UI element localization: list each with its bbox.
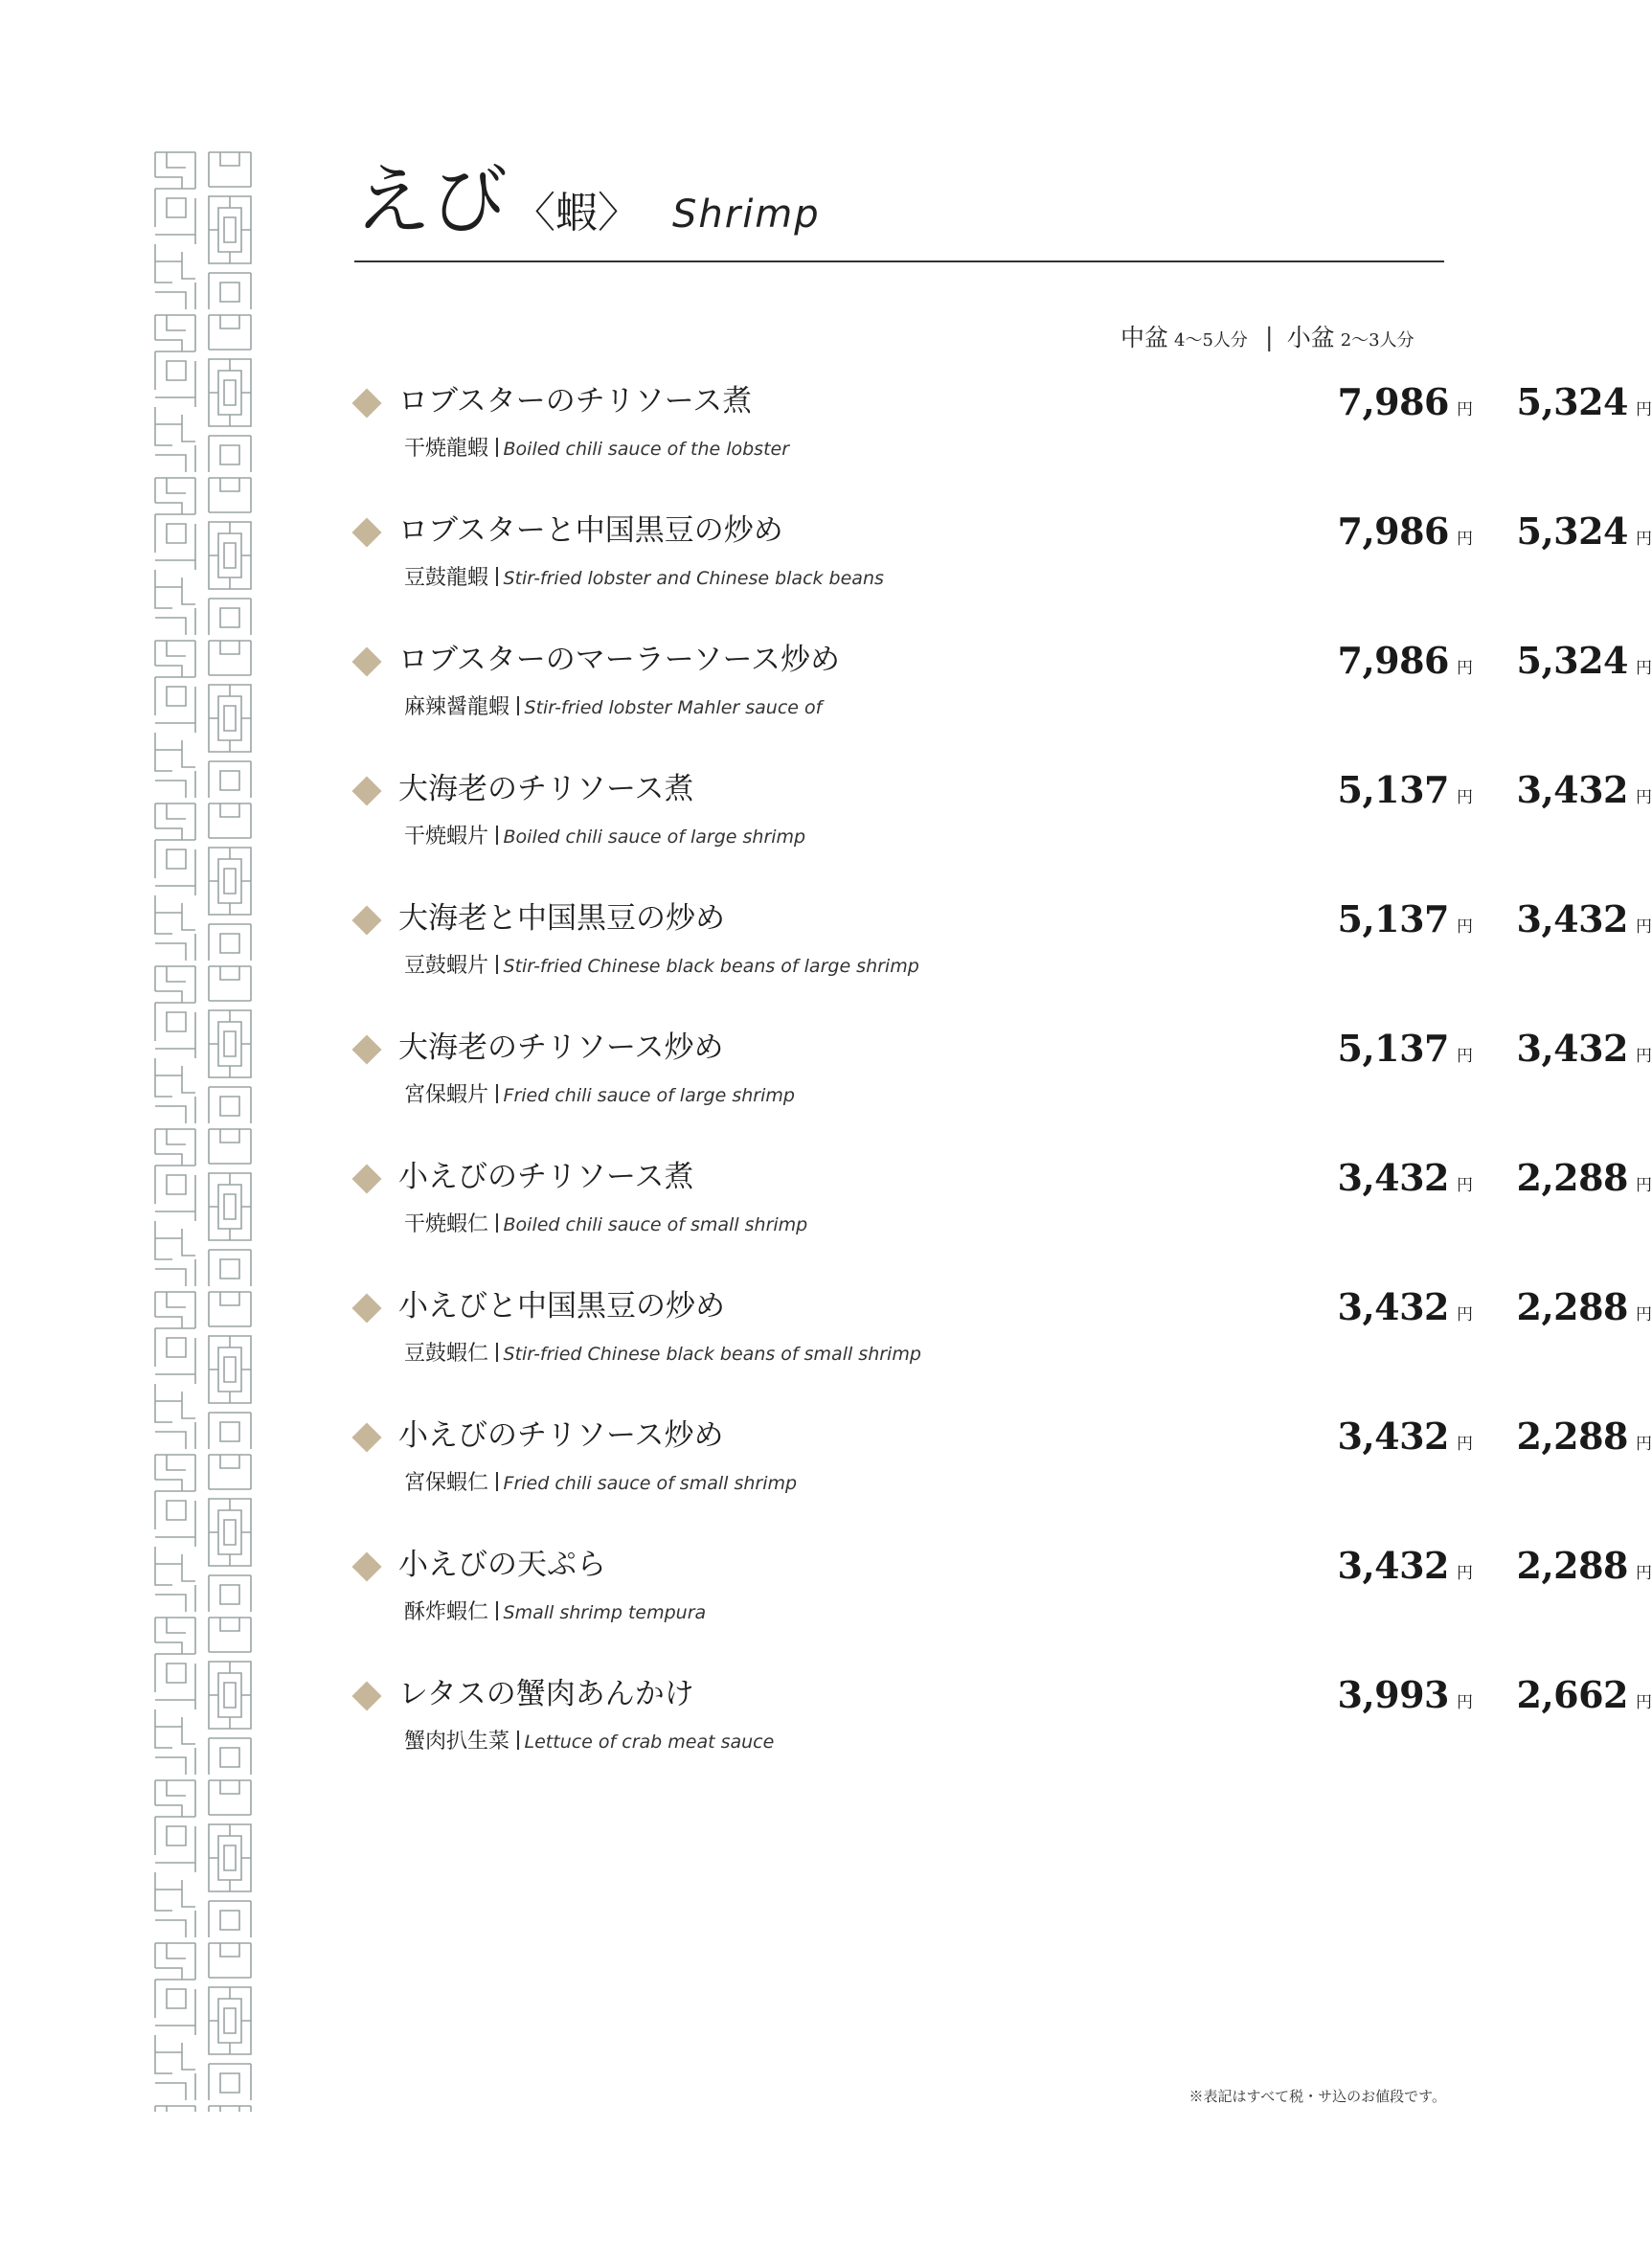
- title-divider: [354, 260, 1444, 262]
- price-small: [1518, 381, 1652, 423]
- dish-name-japanese: 大海老のチリソース煮: [398, 772, 694, 806]
- diamond-bullet-icon: [351, 388, 381, 418]
- small-size-people: 2〜3人分: [1340, 330, 1414, 351]
- price-medium: [1339, 1415, 1473, 1458]
- menu-item: [354, 1285, 1652, 1415]
- yen-unit: 円: [1636, 1176, 1652, 1195]
- yen-unit: 円: [1636, 1435, 1652, 1454]
- subtitle-separator: [496, 1343, 498, 1362]
- yen-unit: 円: [1457, 400, 1473, 419]
- price-medium-value: 7,986: [1337, 380, 1449, 423]
- subtitle-separator: [496, 567, 498, 586]
- menu-item: [354, 639, 1652, 769]
- price-small-value: 2,662: [1516, 1673, 1628, 1716]
- dish-name-english: Stir-fried lobster Mahler sauce of: [524, 697, 823, 718]
- price-medium-value: 5,137: [1337, 768, 1449, 811]
- dish-subtitle: [404, 693, 822, 723]
- yen-unit: 円: [1457, 1305, 1473, 1324]
- price-medium: [1339, 1157, 1473, 1199]
- dish-name-chinese: 酥炸蝦仁: [404, 1600, 489, 1624]
- tax-footnote: ※表記はすべて税・サ込のお値段です。: [1188, 2088, 1446, 2105]
- dish-subtitle: [404, 1340, 921, 1370]
- small-size-label: 小盆: [1286, 324, 1335, 351]
- yen-unit: 円: [1636, 530, 1652, 549]
- diamond-bullet-icon: [351, 1681, 381, 1710]
- price-medium: [1339, 1674, 1473, 1716]
- section-header: [354, 156, 1444, 254]
- yen-unit: 円: [1457, 530, 1473, 549]
- diamond-bullet-icon: [351, 1293, 381, 1323]
- price-small: [1518, 1028, 1652, 1070]
- subtitle-separator: [496, 1084, 498, 1103]
- dish-name-chinese: 干焼蝦仁: [404, 1212, 489, 1236]
- price-medium: [1339, 1286, 1473, 1328]
- subtitle-separator: [517, 1731, 519, 1750]
- price-medium: [1339, 769, 1473, 811]
- dish-name-chinese: 干焼蝦片: [404, 825, 489, 849]
- dish-subtitle: [404, 1598, 706, 1628]
- title-english: Shrimp: [672, 192, 821, 237]
- yen-unit: 円: [1457, 1564, 1473, 1583]
- menu-item: [354, 509, 1652, 640]
- price-small-value: 5,324: [1516, 639, 1628, 682]
- dish-name-chinese: 豆鼓蝦片: [404, 954, 489, 978]
- portion-size-header: [1120, 319, 1446, 353]
- diamond-bullet-icon: [351, 517, 381, 547]
- dish-name-japanese: 大海老のチリソース炒め: [398, 1030, 724, 1065]
- dish-name-chinese: 豆鼓龍蝦: [404, 566, 489, 590]
- price-small: [1518, 1415, 1652, 1458]
- size-divider: |: [1264, 324, 1274, 352]
- price-medium-value: 3,432: [1337, 1544, 1449, 1587]
- subtitle-separator: [496, 1213, 498, 1233]
- price-small: [1518, 1674, 1652, 1716]
- price-small: [1518, 640, 1652, 682]
- dish-name-chinese: 麻辣醤龍蝦: [404, 695, 510, 719]
- subtitle-separator: [517, 696, 519, 715]
- diamond-bullet-icon: [351, 1551, 381, 1581]
- price-medium-value: 7,986: [1337, 509, 1449, 553]
- price-medium-value: 5,137: [1337, 897, 1449, 940]
- price-small-value: 3,432: [1516, 768, 1628, 811]
- yen-unit: 円: [1636, 1047, 1652, 1066]
- medium-size-label: 中盆: [1120, 324, 1169, 351]
- dish-subtitle: [404, 564, 884, 594]
- yen-unit: 円: [1457, 1435, 1473, 1454]
- price-small-value: 2,288: [1516, 1156, 1628, 1199]
- dish-name-chinese: 豆鼓蝦仁: [404, 1342, 489, 1366]
- price-small-value: 5,324: [1516, 380, 1628, 423]
- menu-item: [354, 897, 1652, 1028]
- dish-name-english: Stir-fried Chinese black beans of large shrimp: [503, 956, 919, 977]
- diamond-bullet-icon: [351, 1034, 381, 1064]
- dish-name-japanese: 小えびのチリソース煮: [398, 1160, 694, 1194]
- yen-unit: 円: [1457, 659, 1473, 678]
- dish-name-chinese: 宮保蝦片: [404, 1083, 489, 1107]
- title-kana: えび: [354, 156, 508, 245]
- menu-list: [354, 380, 1652, 1803]
- price-medium: [1339, 898, 1473, 940]
- price-medium: [1339, 1545, 1473, 1587]
- dish-name-english: Small shrimp tempura: [503, 1602, 707, 1623]
- dish-subtitle: [404, 435, 789, 464]
- dish-name-english: Boiled chili sauce of small shrimp: [503, 1214, 808, 1235]
- dish-name-japanese: レタスの蟹肉あんかけ: [398, 1677, 694, 1711]
- decorative-lattice-border: [153, 148, 253, 2112]
- price-small: [1518, 769, 1652, 811]
- price-small-value: 3,432: [1516, 1027, 1628, 1070]
- price-medium: [1339, 640, 1473, 682]
- dish-name-japanese: 小えびの天ぷら: [398, 1548, 606, 1582]
- menu-item: [354, 1156, 1652, 1286]
- diamond-bullet-icon: [351, 1422, 381, 1452]
- subtitle-separator: [496, 438, 498, 457]
- price-small: [1518, 898, 1652, 940]
- dish-name-chinese: 干焼龍蝦: [404, 437, 489, 461]
- title-kanji: 〈蝦〉: [513, 189, 640, 238]
- price-medium: [1339, 1028, 1473, 1070]
- diamond-bullet-icon: [351, 1164, 381, 1193]
- yen-unit: 円: [1457, 1176, 1473, 1195]
- dish-subtitle: [404, 1211, 807, 1240]
- menu-item: [354, 1544, 1652, 1674]
- price-medium-value: 3,432: [1337, 1285, 1449, 1328]
- dish-subtitle: [404, 1728, 774, 1757]
- dish-name-japanese: 小えびと中国黒豆の炒め: [398, 1289, 725, 1324]
- yen-unit: 円: [1636, 917, 1652, 937]
- dish-name-english: Stir-fried lobster and Chinese black beans: [503, 568, 884, 589]
- dish-name-english: Boiled chili sauce of large shrimp: [503, 826, 806, 848]
- price-medium-value: 3,993: [1337, 1673, 1449, 1716]
- dish-name-japanese: ロブスターのチリソース煮: [398, 384, 753, 419]
- dish-name-english: Fried chili sauce of small shrimp: [503, 1473, 798, 1494]
- subtitle-separator: [496, 955, 498, 974]
- price-medium-value: 3,432: [1337, 1415, 1449, 1458]
- yen-unit: 円: [1457, 917, 1473, 937]
- price-medium: [1339, 510, 1473, 553]
- yen-unit: 円: [1457, 788, 1473, 807]
- dish-name-english: Boiled chili sauce of the lobster: [503, 439, 790, 460]
- page-title: [354, 156, 1444, 254]
- dish-subtitle: [404, 952, 919, 982]
- yen-unit: 円: [1636, 400, 1652, 419]
- yen-unit: 円: [1636, 1305, 1652, 1324]
- menu-item: [354, 1415, 1652, 1545]
- price-small-value: 2,288: [1516, 1285, 1628, 1328]
- subtitle-separator: [496, 1601, 498, 1620]
- dish-name-english: Lettuce of crab meat sauce: [524, 1732, 775, 1753]
- dish-name-chinese: 宮保蝦仁: [404, 1471, 489, 1495]
- price-small: [1518, 510, 1652, 553]
- price-medium: [1339, 381, 1473, 423]
- price-medium-value: 3,432: [1337, 1156, 1449, 1199]
- dish-name-english: Stir-fried Chinese black beans of small shrimp: [503, 1344, 921, 1365]
- dish-name-japanese: ロブスターのマーラーソース炒め: [398, 643, 840, 677]
- dish-subtitle: [404, 1081, 795, 1111]
- subtitle-separator: [496, 826, 498, 845]
- price-small: [1518, 1286, 1652, 1328]
- dish-name-japanese: 大海老と中国黒豆の炒め: [398, 901, 725, 936]
- price-small: [1518, 1157, 1652, 1199]
- dish-name-chinese: 蟹肉扒生菜: [404, 1730, 510, 1754]
- diamond-bullet-icon: [351, 905, 381, 935]
- price-medium-value: 5,137: [1337, 1027, 1449, 1070]
- yen-unit: 円: [1636, 1693, 1652, 1712]
- subtitle-separator: [496, 1472, 498, 1491]
- yen-unit: 円: [1636, 788, 1652, 807]
- price-medium-value: 7,986: [1337, 639, 1449, 682]
- dish-name-english: Fried chili sauce of large shrimp: [503, 1085, 795, 1106]
- medium-size-people: 4〜5人分: [1174, 330, 1248, 351]
- menu-item: [354, 380, 1652, 510]
- dish-name-japanese: 小えびのチリソース炒め: [398, 1418, 724, 1453]
- diamond-bullet-icon: [351, 646, 381, 676]
- diamond-bullet-icon: [351, 776, 381, 805]
- price-small-value: 5,324: [1516, 509, 1628, 553]
- price-small: [1518, 1545, 1652, 1587]
- yen-unit: 円: [1457, 1047, 1473, 1066]
- yen-unit: 円: [1636, 1564, 1652, 1583]
- yen-unit: 円: [1636, 659, 1652, 678]
- menu-item: [354, 768, 1652, 898]
- price-small-value: 2,288: [1516, 1415, 1628, 1458]
- price-small-value: 3,432: [1516, 897, 1628, 940]
- menu-item: [354, 1673, 1652, 1803]
- menu-item: [354, 1027, 1652, 1157]
- dish-name-japanese: ロブスターと中国黒豆の炒め: [398, 513, 783, 548]
- dish-subtitle: [404, 1469, 797, 1499]
- dish-subtitle: [404, 823, 805, 852]
- price-small-value: 2,288: [1516, 1544, 1628, 1587]
- yen-unit: 円: [1457, 1693, 1473, 1712]
